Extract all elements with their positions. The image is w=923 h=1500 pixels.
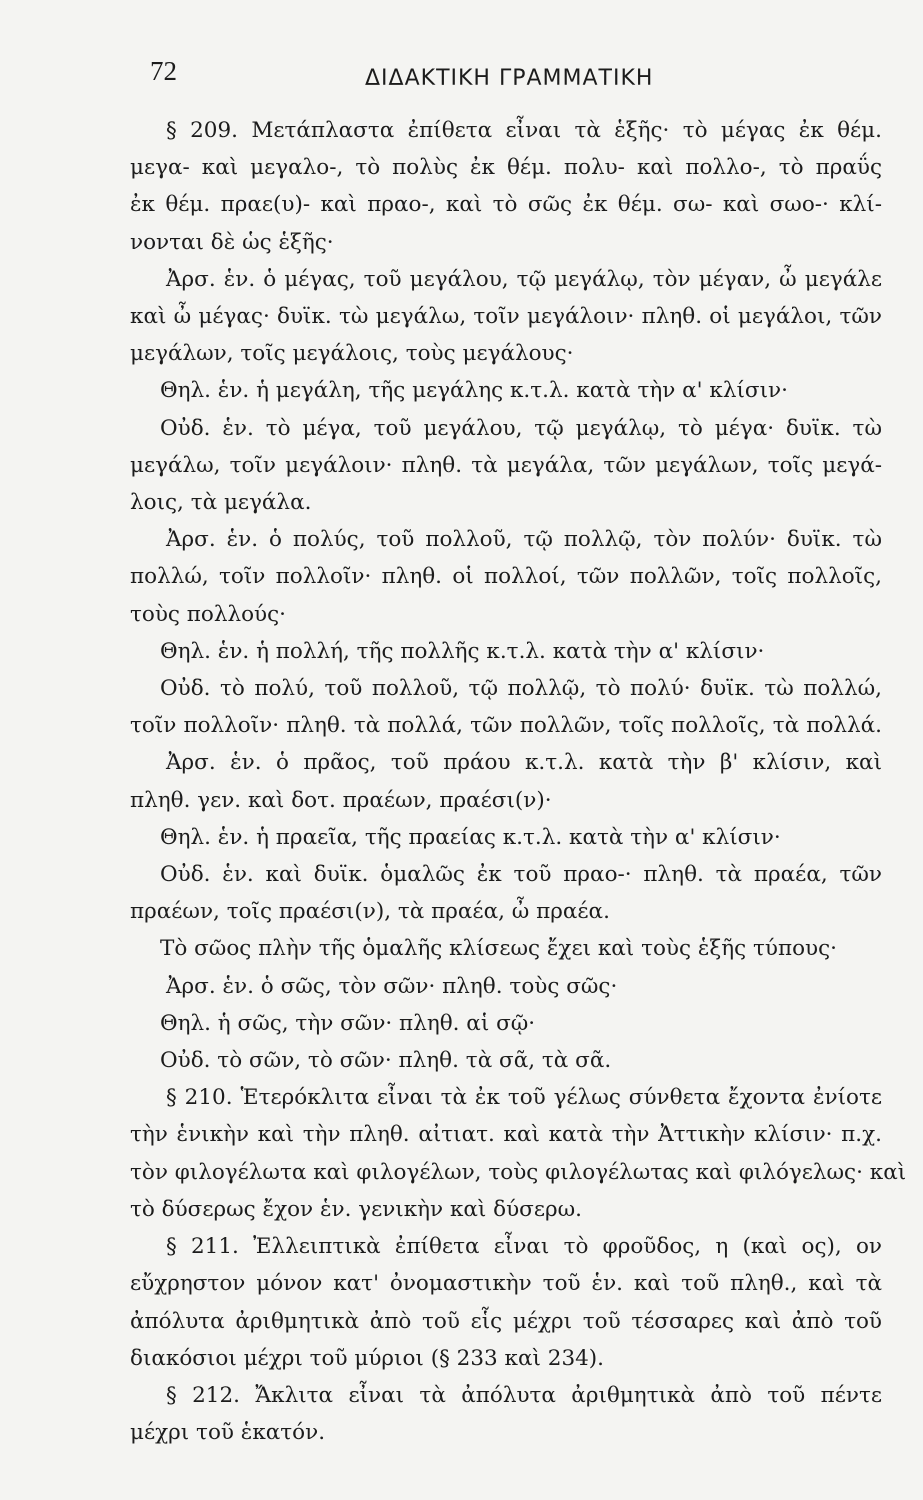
text-line: Θηλ. ἡ σῶς, τὴν σῶν· πληθ. αἱ σῷ· — [160, 1010, 536, 1036]
text-line: ἐκ θέμ. πραε(υ)- καὶ πραο-, καὶ τὸ σῶς ἐκ θέμ. σω- καὶ σωο-· κλί- — [130, 192, 882, 218]
text-line: λοις, τὰ μεγάλα. — [130, 490, 312, 516]
text-line: § 211. Ἐλλειπτικὰ ἐπίθετα εἶναι τὸ φροῦδος, η (καὶ ος), ον — [166, 1234, 882, 1260]
text-line: μεγα- καὶ μεγαλο-, τὸ πολὺς ἐκ θέμ. πολυ- καὶ πολλο-, τὸ πραΰς — [130, 155, 882, 181]
text-line: Ἀρσ. ἑν. ὁ πολύς, τοῦ πολλοῦ, τῷ πολλῷ, τὸν πολύν· δυϊκ. τὼ — [166, 527, 882, 553]
text-line: Θηλ. ἑν. ἡ μεγάλη, τῆς μεγάλης κ.τ.λ. κατὰ τὴν α' κλίσιν· — [160, 378, 788, 404]
text-line: Ἀρσ. ἑν. ὁ σῶς, τὸν σῶν· πληθ. τοὺς σῶς· — [166, 973, 618, 999]
text-line: Οὐδ. τὸ σῶν, τὸ σῶν· πληθ. τὰ σᾶ, τὰ σᾶ. — [160, 1048, 612, 1074]
page-number: 72 — [150, 56, 177, 86]
text-line: νονται δὲ ὡς ἑξῆς· — [130, 229, 334, 255]
text-line: Θηλ. ἑν. ἡ πολλή, τῆς πολλῆς κ.τ.λ. κατὰ τὴν α' κλίσιν· — [160, 638, 765, 664]
text-line: μεγάλων, τοῖς μεγάλοις, τοὺς μεγάλους· — [130, 341, 574, 367]
text-line: Οὐδ. ἑν. τὸ μέγα, τοῦ μεγάλου, τῷ μεγάλῳ, τὸ μέγα· δυϊκ. τὼ — [160, 415, 882, 441]
text-line: τὸ δύσερως ἔχον ἑν. γενικὴν καὶ δύσερω. — [130, 1196, 583, 1222]
text-line: § 209. Μετάπλαστα ἐπίθετα εἶναι τὰ ἑξῆς· τὸ μέγας ἐκ θέμ. — [166, 118, 882, 143]
body-text — [130, 112, 907, 1451]
text-line: ἀπόλυτα ἀριθμητικὰ ἀπὸ τοῦ εἷς μέχρι τοῦ τέσσαρες καὶ ἀπὸ τοῦ — [130, 1308, 882, 1334]
text-line: Ἀρσ. ἑν. ὁ πρᾶος, τοῦ πράου κ.τ.λ. κατὰ τὴν β' κλίσιν, καὶ — [166, 750, 882, 776]
text-line: εὔχρηστον μόνον κατ' ὀνομαστικὴν τοῦ ἑν. καὶ τοῦ πληθ., καὶ τὰ — [130, 1271, 882, 1297]
text-line: § 210. Ἑτερόκλιτα εἶναι τὰ ἐκ τοῦ γέλως σύνθετα ἔχοντα ἐνίοτε — [166, 1085, 882, 1111]
text-line: μεγάλω, τοῖν μεγάλοιν· πληθ. τὰ μεγάλα, τῶν μεγάλων, τοῖς μεγά- — [130, 452, 882, 478]
text-line: Ἀρσ. ἑν. ὁ μέγας, τοῦ μεγάλου, τῷ μεγάλῳ, τὸν μέγαν, ὦ μεγάλε — [166, 266, 882, 292]
text-line: πληθ. γεν. καὶ δοτ. πραέων, πραέσι(ν)· — [130, 787, 552, 813]
text-line: τὸν φιλογέλωτα καὶ φιλογέλων, τοὺς φιλογέλωτας καὶ φιλόγελως· καὶ — [130, 1159, 907, 1185]
text-line: Οὐδ. τὸ πολύ, τοῦ πολλοῦ, τῷ πολλῷ, τὸ πολύ· δυϊκ. τὼ πολλώ, — [160, 676, 882, 702]
text-line: § 212. Ἄκλιτα εἶναι τὰ ἀπόλυτα ἀριθμητικὰ ἀπὸ τοῦ πέντε — [166, 1382, 882, 1408]
text-line: πραέων, τοῖς πραέσι(ν), τὰ πραέα, ὦ πραέα. — [130, 899, 610, 925]
text-line: μέχρι τοῦ ἑκατόν. — [130, 1420, 326, 1446]
running-head: ΔΙΔΑΚΤΙΚΗ ΓΡΑΜΜΑΤΙΚΗ — [365, 66, 654, 91]
text-line: τοῖν πολλοῖν· πληθ. τὰ πολλά, τῶν πολλῶν, τοῖς πολλοῖς, τὰ πολλά. — [130, 713, 882, 739]
text-line: Θηλ. ἑν. ἡ πραεῖα, τῆς πραείας κ.τ.λ. κατὰ τὴν α' κλίσιν· — [160, 824, 781, 850]
text-line: Οὐδ. ἑν. καὶ δυϊκ. ὁμαλῶς ἐκ τοῦ πραο-· πληθ. τὰ πραέα, τῶν — [160, 862, 882, 888]
text-line: πολλώ, τοῖν πολλοῖν· πληθ. οἱ πολλοί, τῶν πολλῶν, τοῖς πολλοῖς, — [130, 564, 882, 590]
text-line: τὴν ἑνικὴν καὶ τὴν πληθ. αἰτιατ. καὶ κατὰ τὴν Ἀττικὴν κλίσιν· π.χ. — [130, 1122, 882, 1148]
text-line: καὶ ὦ μέγας· δυϊκ. τὼ μεγάλω, τοῖν μεγάλοιν· πληθ. οἱ μεγάλοι, τῶν — [130, 304, 882, 330]
text-line: Τὸ σῶος πλὴν τῆς ὁμαλῆς κλίσεως ἔχει καὶ τοὺς ἑξῆς τύπους· — [160, 936, 837, 962]
text-line: τοὺς πολλούς· — [130, 601, 287, 627]
text-line: διακόσιοι μέχρι τοῦ μύριοι (§ 233 καὶ 234). — [130, 1345, 605, 1371]
